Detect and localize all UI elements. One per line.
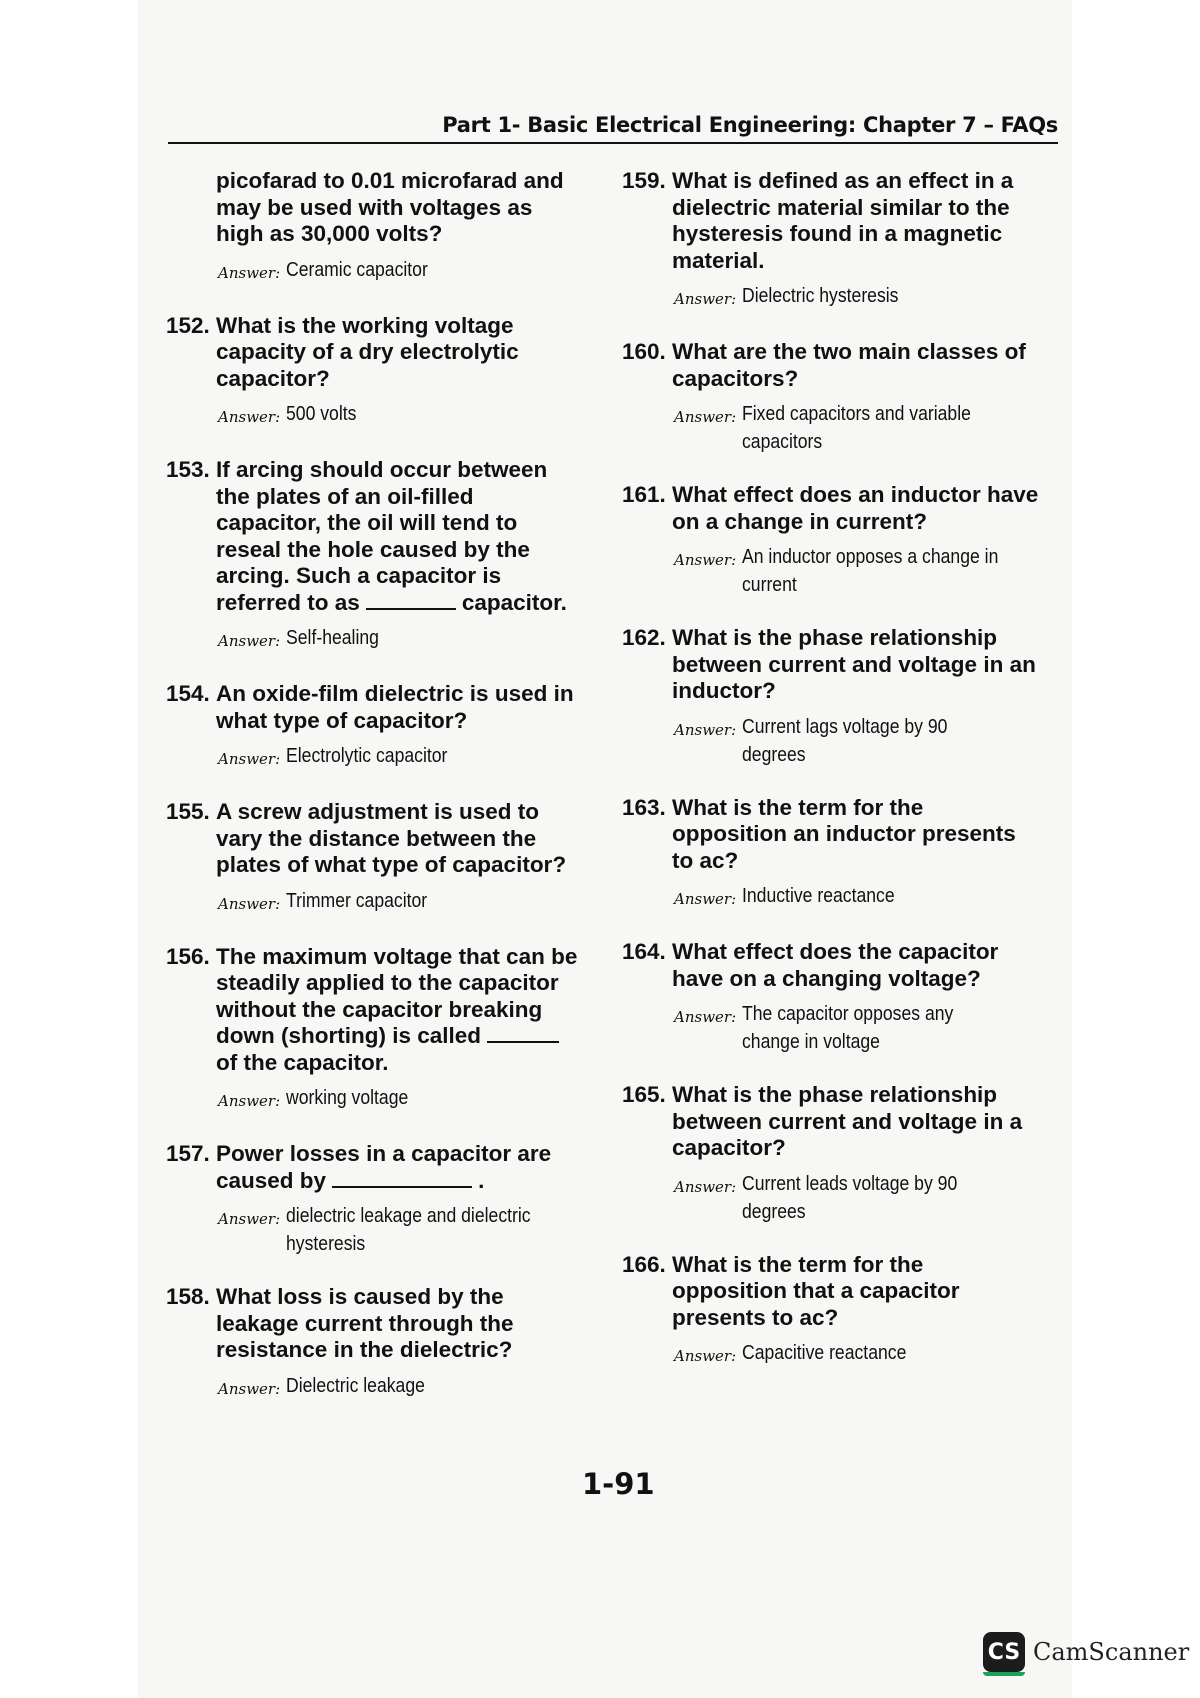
answer-label: Answer:: [674, 290, 737, 308]
question-line: What is the term for the: [672, 794, 924, 820]
answer-line: Ceramic capacitor: [286, 258, 428, 281]
answer-text: [286, 400, 366, 428]
answer-line: 500 volts: [286, 403, 357, 425]
faq-item: [622, 482, 1062, 599]
question-line: If arcing should occur between: [216, 457, 548, 482]
question-line: hysteresis found in a magnetic: [672, 221, 1003, 246]
answer-line: degrees: [742, 1200, 806, 1223]
camscanner-logo-icon: CS: [983, 1632, 1025, 1672]
blank-prefix: caused by: [216, 1167, 327, 1193]
camscanner-watermark: [983, 1632, 1189, 1672]
answer-label: Answer:: [218, 750, 281, 768]
answer: [674, 543, 1062, 599]
faq-item: [166, 168, 606, 287]
answer: [674, 1339, 1062, 1370]
answer-line: degrees: [742, 743, 806, 766]
header-title: Part 1- Basic Electrical Engineering: Chapter 7 – FAQs: [442, 113, 1058, 137]
answer-label: Answer:: [218, 632, 281, 650]
answer-label: Answer:: [218, 1092, 281, 1110]
answer-line: change in voltage: [742, 1031, 881, 1053]
faq-item: [622, 1252, 1062, 1371]
answer-text: [742, 543, 1033, 599]
answer-line: dielectric leakage and dielectric: [286, 1205, 531, 1227]
answer-label: Answer:: [674, 890, 737, 908]
question-number: 164.: [622, 939, 666, 964]
answer-text: [286, 1084, 425, 1112]
question-line: The maximum voltage that can be: [216, 943, 578, 969]
answer-text: [286, 887, 446, 915]
answer: [218, 1084, 606, 1115]
blank-prefix: down (shorting) is called: [216, 1023, 482, 1048]
running-header: [168, 113, 1058, 144]
question-line: What effect does an inductor have: [672, 482, 1039, 507]
question-line: resistance in the dielectric?: [216, 1337, 513, 1362]
faq-item: [166, 1284, 606, 1403]
question-number: 155.: [166, 799, 210, 824]
question-line: reseal the hole caused by the: [216, 536, 530, 562]
question-line: between current and voltage in an: [672, 651, 1036, 677]
question-line: Power losses in a capacitor are: [216, 1141, 552, 1166]
answer: [218, 742, 606, 773]
question-number: 166.: [622, 1251, 666, 1277]
question-line: what type of capacitor?: [216, 707, 468, 733]
question-number: 161.: [622, 482, 666, 507]
faq-item: [622, 339, 1062, 456]
question-line: between current and voltage in a: [672, 1108, 1023, 1134]
question: [622, 625, 1062, 705]
answer-line: Dielectric hysteresis: [742, 285, 899, 307]
question: [166, 1141, 606, 1194]
question-line: An oxide-film dielectric is used in: [216, 681, 574, 706]
answer-label: Answer:: [674, 551, 737, 569]
answer-label: Answer:: [218, 894, 281, 913]
faq-item: [166, 944, 606, 1116]
faq-item: [622, 625, 1062, 769]
answer: [218, 400, 606, 431]
question-line: vary the distance between the: [216, 825, 537, 851]
question-line-with-blank: [216, 1168, 606, 1195]
answer-label: Answer:: [674, 408, 737, 426]
answer: [218, 887, 606, 918]
answer: [674, 282, 1062, 313]
question-number: 156.: [166, 943, 210, 969]
question: [166, 681, 606, 734]
question-number: 163.: [622, 794, 666, 820]
answer-text: [742, 1170, 987, 1226]
question-line: What is defined as an effect in a: [672, 168, 1014, 193]
page-number: 1-91: [582, 1467, 655, 1501]
question-number: 157.: [166, 1141, 210, 1166]
blank-suffix: .: [478, 1167, 485, 1193]
answer-label: Answer:: [674, 720, 737, 739]
question-line: picofarad to 0.01 microfarad and: [216, 168, 564, 193]
answer-text: [286, 256, 447, 284]
question-line: What is the working voltage: [216, 312, 514, 338]
fill-in-blank: [487, 1023, 559, 1043]
question-line: steadily applied to the capacitor: [216, 970, 559, 995]
answer-line: working voltage: [286, 1087, 409, 1109]
faq-item: [622, 168, 1062, 313]
answer-label: Answer:: [218, 408, 281, 426]
answer-line: Inductive reactance: [742, 885, 895, 907]
answer-line: The capacitor opposes any: [742, 1003, 954, 1025]
question-line: the plates of an oil-filled: [216, 483, 474, 509]
question-line: of the capacitor.: [216, 1049, 389, 1075]
answer-line: capacitors: [742, 431, 823, 453]
question-line: A screw adjustment is used to: [216, 799, 539, 824]
answer-text: [742, 882, 915, 910]
question-number: 159.: [622, 168, 666, 193]
blank-suffix: capacitor.: [461, 589, 567, 615]
question-number: 162.: [622, 625, 666, 650]
answer-text: [742, 1000, 982, 1056]
question: [622, 795, 1062, 875]
camscanner-name: CamScanner: [1033, 1638, 1190, 1666]
question: [622, 1252, 1062, 1332]
answer-line: Capacitive reactance: [742, 1342, 907, 1364]
faq-item: [166, 313, 606, 432]
answer-label: Answer:: [218, 1210, 281, 1228]
question-line: have on a changing voltage?: [672, 965, 981, 991]
question: [622, 339, 1062, 392]
answer: [218, 1202, 606, 1258]
answer-text: [742, 1339, 929, 1367]
answer-label: Answer:: [218, 263, 281, 282]
question-line: may be used with voltages as: [216, 194, 533, 220]
answer-label: Answer:: [674, 1008, 737, 1026]
fill-in-blank: [366, 590, 456, 610]
question-line: opposition an inductor presents: [672, 821, 1016, 846]
question-number: 158.: [166, 1284, 210, 1309]
question: [166, 168, 606, 248]
question-line: dielectric material similar to the: [672, 194, 1010, 220]
answer: [218, 256, 606, 287]
question-line: What are the two main classes of: [672, 339, 1026, 364]
question: [166, 457, 606, 616]
question-line: arcing. Such a capacitor is: [216, 563, 502, 588]
answer: [218, 1372, 606, 1403]
question: [166, 313, 606, 393]
question-line: capacitor?: [672, 1135, 786, 1160]
answer: [218, 624, 606, 655]
answer-text: [286, 1372, 444, 1400]
answer-label: Answer:: [674, 1347, 737, 1365]
answer-text: [286, 742, 469, 770]
answer-line: hysteresis: [286, 1233, 366, 1255]
answer-line: An inductor opposes a change in: [742, 546, 999, 568]
question-number: 153.: [166, 457, 210, 482]
answer: [674, 882, 1062, 913]
question-line: inductor?: [672, 678, 776, 703]
question: [622, 939, 1062, 992]
answer-text: [742, 713, 975, 769]
faq-item: [166, 799, 606, 918]
question-line: leakage current through the: [216, 1310, 514, 1336]
question: [622, 482, 1062, 535]
question: [166, 944, 606, 1077]
question: [622, 168, 1062, 274]
question-line: What effect does the capacitor: [672, 939, 999, 964]
question-line: without the capacitor breaking: [216, 996, 543, 1022]
answer-line: Electrolytic capacitor: [286, 745, 448, 767]
question: [166, 799, 606, 879]
question-line: on a change in current?: [672, 508, 928, 534]
question-line: capacity of a dry electrolytic: [216, 339, 519, 364]
question-line: What loss is caused by the: [216, 1284, 504, 1309]
blank-prefix: referred to as: [216, 589, 360, 615]
question-line: high as 30,000 volts?: [216, 221, 443, 246]
faq-item: [622, 939, 1062, 1056]
question-line: presents to ac?: [672, 1304, 839, 1330]
question-line: capacitor?: [216, 365, 330, 391]
answer-text: [286, 1202, 564, 1258]
answer-line: Current leads voltage by 90: [742, 1172, 958, 1195]
faq-item: [166, 457, 606, 655]
question-line: What is the term for the: [672, 1251, 924, 1277]
question-line: capacitor, the oil will tend to: [216, 510, 518, 535]
question-line-with-blank: [216, 590, 606, 617]
answer-label: Answer:: [674, 1177, 737, 1196]
question-number: 160.: [622, 339, 666, 364]
question-number: 154.: [166, 681, 210, 706]
answer-line: current: [742, 574, 797, 596]
answer: [674, 1170, 1062, 1226]
faq-item: [622, 1082, 1062, 1226]
question-line: to ac?: [672, 847, 739, 873]
faq-item: [166, 1141, 606, 1258]
answer: [674, 1000, 1062, 1056]
answer-line: Dielectric leakage: [286, 1374, 426, 1397]
answer-label: Answer:: [218, 1379, 281, 1398]
question-line: material.: [672, 247, 765, 273]
faq-item: [622, 795, 1062, 914]
answer-text: [742, 282, 920, 310]
answer-line: Self-healing: [286, 627, 380, 649]
answer-text: [742, 400, 1002, 456]
question-line: plates of what type of capacitor?: [216, 852, 567, 877]
answer-line: Fixed capacitors and variable: [742, 403, 972, 425]
left-column: [166, 168, 606, 1429]
question: [166, 1284, 606, 1364]
answer-line: Current lags voltage by 90: [742, 715, 948, 738]
answer: [674, 713, 1062, 769]
question-line: What is the phase relationship: [672, 625, 998, 650]
question: [622, 1082, 1062, 1162]
question-number: 152.: [166, 312, 210, 338]
faq-item: [166, 681, 606, 773]
question-line-with-blank: [216, 1023, 606, 1050]
question-line: capacitors?: [672, 365, 799, 391]
answer-text: [286, 624, 392, 652]
fill-in-blank: [332, 1168, 472, 1188]
question-line: What is the phase relationship: [672, 1082, 998, 1107]
right-column: [622, 168, 1062, 1396]
question-line: opposition that a capacitor: [672, 1278, 960, 1303]
answer-line: Trimmer capacitor: [286, 889, 428, 912]
question-number: 165.: [622, 1082, 666, 1107]
answer: [674, 400, 1062, 456]
